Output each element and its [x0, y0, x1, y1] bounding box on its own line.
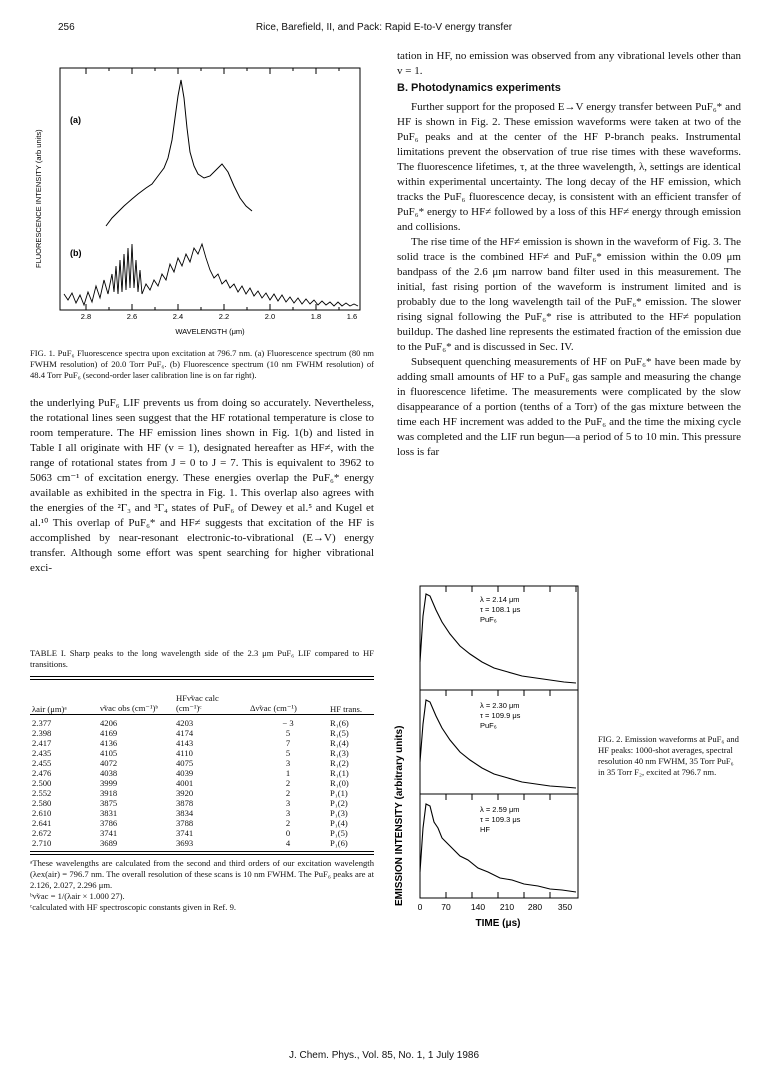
table-cell: R₁(2) — [330, 757, 349, 768]
table-cell: 5 — [285, 747, 291, 758]
fig1-xtick: 2.8 — [80, 312, 92, 321]
fig1-xticklabels — [81, 312, 357, 321]
table-cell: P₁(4) — [330, 817, 348, 828]
table-cell: 2.435 — [32, 747, 52, 758]
table-header: λair (μm)ᵃ — [32, 703, 67, 714]
table-cell: − 3 — [282, 717, 294, 728]
table-cell: 3920 — [176, 787, 194, 798]
fig2-xtick: 140 — [470, 902, 486, 912]
fig2-caption: FIG. 2. Emission waveforms at PuF₆ and HF peaks: 1000-shot averages, spectral resolution 40 nm FWHM, 35 Torr PuF₆ in 35 Torr F₂, excited at 796.7 nm. — [598, 734, 739, 777]
table-cell: 4110 — [176, 747, 193, 758]
right-paragraph: The rise time of the HF≠ emission is shown in the waveform of Fig. 3. The solid trace is the combined HF≠ and PuF₆* emission within the 0.09 μm bandpass of the 2.6 μm narrow band filter used in this measurement. The initial, fast rising portion of the waveform is instrument limited and is probably due to the long wavelength tail of the PuF₆* emission. The slower rising signal following the PuF₆* rise is attributed to the HF≠ population buildup. The dashed line represents the estimated fraction of the emission due to the PuF₆* and is discussed in Sec. IV. — [397, 236, 741, 353]
table-cell: 2.552 — [32, 787, 52, 798]
fig2-ticks — [420, 586, 576, 898]
table-row — [30, 728, 374, 738]
fig1-xtick: 1.6 — [346, 312, 358, 321]
section-heading: B. Photodynamics experiments — [397, 82, 561, 94]
table-row — [30, 738, 374, 748]
table-cell: 2.672 — [32, 827, 52, 838]
fig1-top-ticks — [86, 68, 339, 74]
table-row — [30, 798, 374, 808]
fig1-caption: FIG. 1. PuF₆ Fluorescence spectra upon excitation at 796.7 nm. (a) Fluorescence spectrum (80 nm FWHM resolution) of 20.0 Torr PuF₆. (b) Fluorescence spectrum (10 nm FWHM resolution) of 48.4 Torr PuF₆ (second-order laser calibration line is on far right). — [30, 348, 374, 380]
fig1-spectrum-b — [64, 244, 358, 306]
table-cell: 2.641 — [32, 817, 52, 828]
table-row — [30, 714, 374, 728]
table-row — [30, 768, 374, 778]
table-cell: 2.417 — [32, 737, 52, 748]
table-row — [30, 808, 374, 818]
table-cell: 2 — [285, 777, 291, 788]
table-cell: 3 — [285, 797, 291, 808]
table-cell: 3875 — [100, 797, 118, 808]
table-cell: 4075 — [176, 757, 194, 768]
table-cell: P₁(1) — [330, 787, 348, 798]
table-row — [30, 748, 374, 758]
table-cell: 3741 — [176, 827, 194, 838]
fig2-xtick: 0 — [417, 902, 423, 912]
fig2-panel2-species: PuF₆ — [480, 721, 497, 730]
table-cell: 1 — [285, 767, 291, 778]
table-row — [30, 838, 374, 848]
table-cell: 4105 — [100, 747, 118, 758]
table-cell: 2 — [285, 817, 291, 828]
fig1-spectrum-a — [106, 80, 252, 226]
fig2-xtick: 70 — [441, 902, 451, 912]
fig2-panel3-tau: τ = 109.3 μs — [480, 815, 521, 824]
table-cell: P₁(5) — [330, 827, 348, 838]
table-header: HF trans. — [330, 703, 362, 714]
table-cell: R₁(3) — [330, 747, 349, 758]
figure-1 — [28, 48, 374, 346]
fig2-panel1-tau: τ = 108.1 μs — [480, 605, 521, 614]
fig2-xlabel: TIME (μs) — [475, 918, 521, 929]
table-cell: 4136 — [100, 737, 118, 748]
table-cell: 2 — [285, 787, 291, 798]
table-cell: 3693 — [176, 837, 194, 848]
fig2-ylabel: EMISSION INTENSITY (arbitrary units) — [394, 725, 405, 906]
table-row — [30, 778, 374, 788]
right-paragraph: tation in HF, no emission was observed from any vibrational levels other than v = 1. — [397, 50, 741, 77]
table-row — [30, 758, 374, 768]
table-note: ᵇν̃vac = 1/(λair × 1.000 27). — [30, 890, 125, 901]
table-cell: 2.710 — [32, 837, 52, 848]
table-bottom-rule — [30, 851, 374, 855]
fig1-xtick: 2.4 — [172, 312, 184, 321]
table-cell: 4 — [285, 837, 291, 848]
right-column — [397, 49, 741, 460]
table-cell: 2.476 — [32, 767, 52, 778]
fig2-panel1-lambda: λ = 2.14 μm — [480, 595, 520, 604]
table-cell: R₁(4) — [330, 737, 349, 748]
fig2-xtick: 350 — [557, 902, 573, 912]
fig2-panel3-lambda: λ = 2.59 μm — [480, 805, 520, 814]
table-cell: 4203 — [176, 717, 194, 728]
table-cell: 4169 — [100, 727, 118, 738]
table-cell: P₁(2) — [330, 797, 348, 808]
table-row — [30, 788, 374, 798]
table-cell: 5 — [285, 727, 291, 738]
table-cell: 4001 — [176, 777, 194, 788]
fig1-panel-b-label: (b) — [70, 248, 82, 258]
table-cell: 3834 — [176, 807, 194, 818]
table-cell: P₁(3) — [330, 807, 348, 818]
table-1 — [30, 676, 374, 913]
fig1-frame — [60, 68, 360, 310]
table-cell: 3878 — [176, 797, 194, 808]
table-cell: 4038 — [100, 767, 118, 778]
page-number: 256 — [58, 22, 75, 33]
table-cell: 4039 — [176, 767, 194, 778]
fig2-panel2-tau: τ = 109.9 μs — [480, 711, 521, 720]
table-cell: 3831 — [100, 807, 118, 818]
table-row — [30, 828, 374, 838]
fig1-xtick: 2.6 — [126, 312, 138, 321]
table-cell: 2.610 — [32, 807, 52, 818]
table-cell: 7 — [285, 737, 291, 748]
table-notes — [30, 858, 374, 913]
table-cell: 2.500 — [32, 777, 52, 788]
table-cell: 3918 — [100, 787, 118, 798]
fig2-xtick: 210 — [499, 902, 515, 912]
running-head: Rice, Barefield, II, and Pack: Rapid E-to-V energy transfer — [255, 22, 513, 33]
table-cell: 4174 — [176, 727, 194, 738]
right-paragraph: Subsequent quenching measurements of HF on PuF₆* have been made by adding small amounts of HF to a PuF₆ gas sample and measuring the change in fluorescence lifetime. The measurements were complicated by the slow disappearance of a portion (tenths of a Torr) of the gas mixture between the time each HF increment was added to the PuF₆ and the time the mixing cycle was completed and the LIF run begun—a period of 5 to 10 min. This pressure loss is far — [397, 356, 741, 458]
table-cell: 3689 — [100, 837, 118, 848]
fig1-xtick: 1.8 — [310, 312, 322, 321]
fig2-xtick: 280 — [527, 902, 543, 912]
fig2-panel3-species: HF — [480, 825, 490, 834]
fig2-panel2-lambda: λ = 2.30 μm — [480, 701, 520, 710]
fig1-xtick: 2.2 — [218, 312, 230, 321]
table-note: ᶜcalculated with HF spectroscopic constants given in Ref. 9. — [30, 901, 237, 912]
fig2-xticklabels — [418, 902, 573, 912]
table-cell: R₁(1) — [330, 767, 349, 778]
table-cell: 4143 — [176, 737, 194, 748]
table-body — [30, 684, 374, 848]
fig1-panel-a-label: (a) — [70, 115, 81, 125]
table-cell: 2.398 — [32, 727, 52, 738]
table-cell: 3786 — [100, 817, 118, 828]
fig2-panel1-species: PuF₆ — [480, 615, 497, 624]
table-header: ν̃vac obs (cm⁻¹)ᵇ — [100, 702, 159, 713]
table-row — [30, 818, 374, 828]
table-header: HFν̃vac calc (cm⁻¹)ᶜ — [176, 692, 219, 713]
table-cell: 3741 — [100, 827, 118, 838]
table-cell: 4206 — [100, 717, 118, 728]
fig1-ylabel: FLUORESCENCE INTENSITY (arb units) — [34, 129, 43, 268]
table-note: ᵃThese wavelengths are calculated from the second and third orders of our excitation wavelength (λex(air) = 796.7 nm. The overall resolution of these scans is 10 nm FWHM. The PuF₆ peaks are at 2.126, 2.027, 2.296 μm. — [30, 857, 374, 890]
table-cell: 4072 — [100, 757, 118, 768]
table-cell: R₁(6) — [330, 717, 349, 728]
table-cell: 2.377 — [32, 717, 52, 728]
fig1-xlabel: WAVELENGTH (μm) — [175, 327, 245, 336]
table-cell: 3999 — [100, 777, 118, 788]
right-paragraph: Further support for the proposed E→V energy transfer between PuF₆* and HF is shown in Fig. 2. These emission waveforms were taken at two of the PuF₆ peaks and at the center of the HF P-branch peaks. Instrumental limitations prevent the observation of true rise times with these waveforms. The fluorescence lifetimes, τ, at the three wavelength, λ, settings are identical within experimental uncertainty. The long decay of the HF emission, which tracks the PuF₆ fluorescence decay, is consistent with an efficient transfer of PuF₆* energy to HF≠ followed by a loss of this HF≠ energy through emission and collisions. — [397, 101, 741, 233]
table-caption: TABLE I. Sharp peaks to the long wavelength side of the 2.3 μm PuF₆ LIF compared to HF transitions. — [30, 648, 374, 669]
table-cell: 0 — [285, 827, 291, 838]
fig1-xtick: 2.0 — [264, 312, 276, 321]
figure-2 — [390, 576, 590, 1046]
table-cell: 3788 — [176, 817, 194, 828]
table-cell: R₁(5) — [330, 727, 349, 738]
table-cell: 2.580 — [32, 797, 52, 808]
table-top-rule — [30, 676, 374, 680]
journal-footer: J. Chem. Phys., Vol. 85, No. 1, 1 July 1986 — [288, 1050, 480, 1061]
table-cell: R₁(0) — [330, 777, 349, 788]
table-cell: 3 — [285, 807, 291, 818]
left-paragraph: the underlying PuF₆ LIF prevents us from doing so accurately. Nevertheless, the rotational lines seen suggest that the HF rotational temperature is close to room temperature. The HF emission lines shown in Fig. 1(b) and listed in Table I all originate with HF (v = 1), designated hereafter as HF≠, with the range of rotational states from J = 0 to J = 7. This is equivalent to 3962 to 5063 cm⁻¹ of excitation energy. These energies overlap the PuF₆* energy available as exhibited in the spectra in Fig. 1. This overlap also agrees with the energies of the ²Γ₃ and ³Γ₄ states of PuF₆ of Dewey et al.⁵ and Kugel et al.¹⁰ This overlap of PuF₆* and HF≠ suggests that excitation of the HF is accomplished by near-resonant electronic-to-vibrational (E→V) energy transfer. Although some effort was spent searching for higher vibrational exci- — [30, 397, 374, 574]
fig1-bottom-ticks — [86, 304, 339, 310]
table-cell: P₁(6) — [330, 837, 348, 848]
table-cell: 2.455 — [32, 757, 52, 768]
table-cell: 3 — [285, 757, 291, 768]
table-header: Δν̃vac (cm⁻¹) — [250, 702, 297, 713]
